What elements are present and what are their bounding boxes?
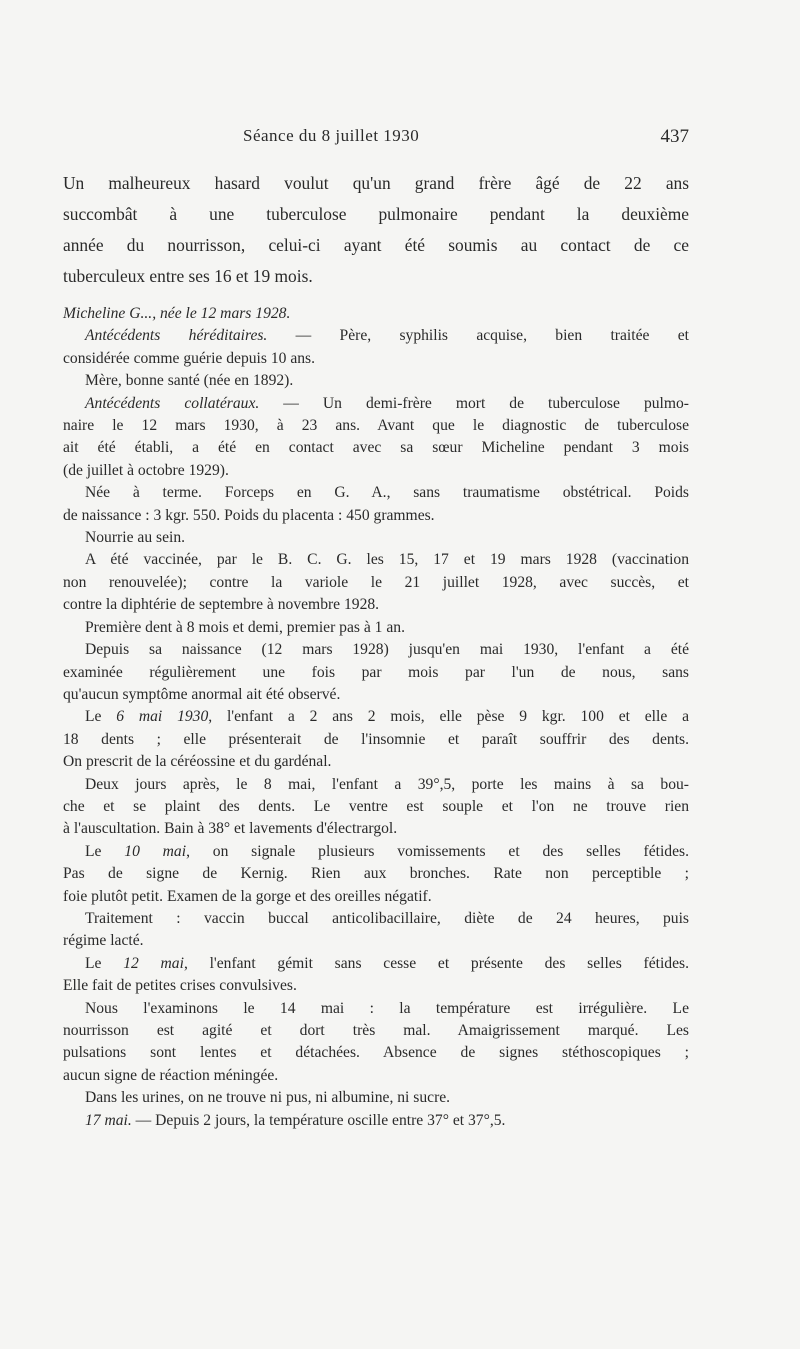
intro-line: tuberculeux entre ses 16 et 19 mois. [63,266,313,286]
collateral-history: Antécédents collatéraux. — Un demi-frère mort de tuberculose pulmo- naire le 12 mars 1930, à 23 ans. Avant que le diagnostic de tuberculose ait été établi, a été en contact avec sa sœur Micheline pendant 3 mois (de juillet à octobre 1929). [63,394,689,479]
may6-paragraph: Le 6 mai 1930, l'enfant a 2 ans 2 mois, elle pèse 9 kgr. 100 et elle a 18 dents ; elle présenterait de l'insomnie et paraît souffrir des dents. On prescrit de la céréossine et du gardénal. [63,708,689,771]
page-number: 437 [660,126,689,147]
may14-paragraph: Nous l'examinons le 14 mai : la température est irrégulière. Le nourrisson est agité et dort très mal. Amaigrissement marqué. Les pulsations sont lentes et détachées. Absence de signes stéthoscopiques ; aucun signe de réaction méningée. [63,999,689,1084]
running-title: Séance du 8 juillet 1930 [243,126,420,145]
may10-paragraph: Le 10 mai, on signale plusieurs vomissements et des selles fétides. Pas de signe de Kernig. Rien aux bronches. Rate non perceptible ; foie plutôt petit. Examen de la gorge et des oreilles négatif. [63,842,689,905]
intro-line: année du nourrisson, celui-ci ayant été soumis au contact de ce [63,235,689,255]
feeding-paragraph: Nourrie au sein. [85,529,186,547]
may17-paragraph: 17 mai. — Depuis 2 jours, la température oscille entre 37° et 37°,5. [85,1111,506,1129]
intro-paragraph [63,168,689,292]
may8-paragraph: Deux jours après, le 8 mai, l'enfant a 39°,5, porte les mains à sa bou- che et se plaint des dents. Le ventre est souple et l'on ne trouve rien à l'auscultation. Bain à 38° et lavements d'électrargol. [63,775,689,838]
body-text [63,168,689,1132]
milestones-paragraph: Première dent à 8 mois et demi, premier pas à 1 an. [85,618,405,636]
may12-paragraph: Le 12 mai, l'enfant gémit sans cesse et présente des selles fétides. Elle fait de petites crises convulsives. [63,954,689,995]
intro-line: succombât à une tuberculose pulmonaire pendant la deuxième [63,204,689,224]
birth-paragraph: Née à terme. Forceps en G. A., sans traumatisme obstétrical. Poids de naissance : 3 kgr. 550. Poids du placenta : 450 grammes. [63,484,689,524]
intro-line: Un malheureux hasard voulut qu'un grand frère âgé de 22 ans [63,173,689,193]
collateral-label: Antécédents collatéraux. [85,394,260,412]
vaccination-paragraph: A été vaccinée, par le B. C. G. les 15, 17 et 19 mars 1928 (vaccination non renouvelée); contre la variole le 21 juillet 1928, avec succès, et contre la diphtérie de septembre à novembre 1928. [63,551,689,614]
urine-paragraph: Dans les urines, on ne trouve ni pus, ni albumine, ni sucre. [85,1089,451,1107]
followup-paragraph: Depuis sa naissance (12 mars 1928) jusqu'en mai 1930, l'enfant a été examinée régulièrement une fois par mois par l'un de nous, sans qu'aucun symptôme anormal ait été observé. [63,641,689,703]
hereditary-history: Antécédents héréditaires. — Père, syphilis acquise, bien traitée et considérée comme guérie depuis 10 ans. [63,327,689,367]
page-header [63,126,689,156]
treatment-paragraph: Traitement : vaccin buccal anticolibacillaire, diète de 24 heures, puis régime lacté. [63,909,689,950]
hereditary-label: Antécédents héréditaires. [85,327,268,345]
case-subject: Micheline G..., née le 12 mars 1928. [63,305,291,322]
mother-history: Mère, bonne santé (née en 1892). [85,372,294,390]
